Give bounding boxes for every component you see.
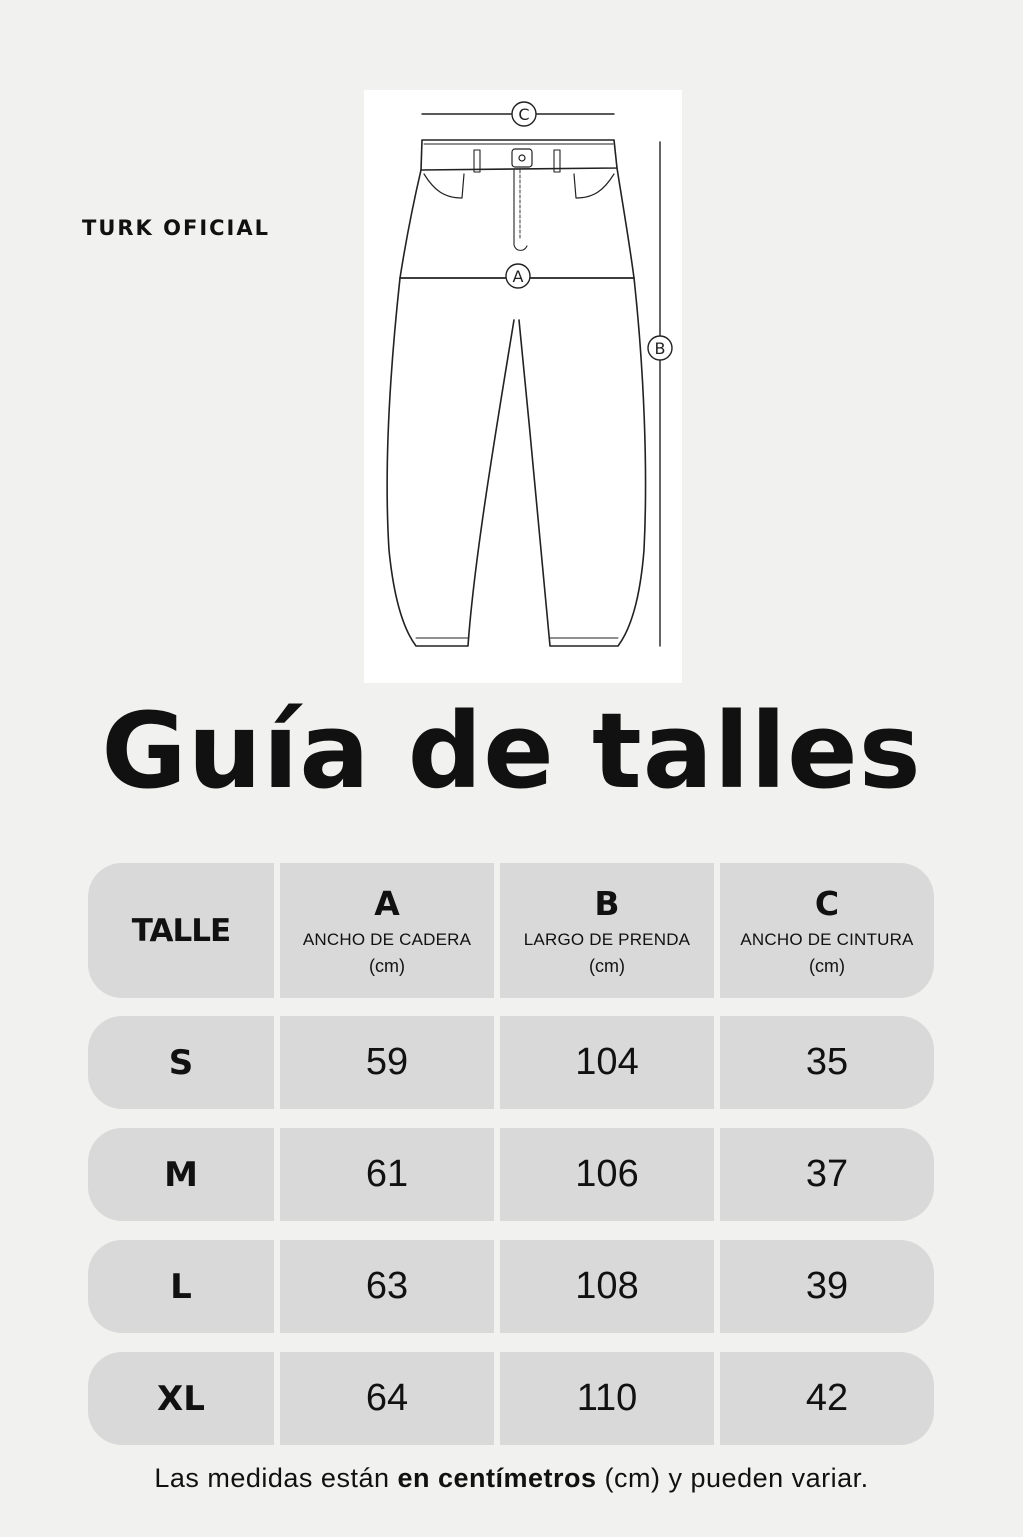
header-col-c xyxy=(720,863,934,998)
value-c: 35 xyxy=(805,1041,849,1083)
size-label: XL xyxy=(157,1378,205,1419)
label-b: B xyxy=(654,339,666,358)
value-c: 37 xyxy=(805,1153,849,1195)
table-row xyxy=(88,1240,936,1333)
value-c: 39 xyxy=(805,1265,849,1307)
label-c: C xyxy=(518,105,530,124)
header-letter: C xyxy=(814,884,840,923)
header-letter: A xyxy=(374,884,400,923)
size-cell xyxy=(88,1240,274,1333)
pants-diagram xyxy=(364,90,682,683)
size-cell xyxy=(88,1128,274,1221)
value-a: 61 xyxy=(365,1153,409,1195)
value-cell xyxy=(500,1016,714,1109)
brand-name: TURK OFICIAL xyxy=(82,216,271,240)
table-row xyxy=(88,1128,936,1221)
table-header-row xyxy=(88,863,936,998)
size-cell xyxy=(88,1352,274,1445)
value-cell xyxy=(720,1128,934,1221)
value-cell xyxy=(720,1352,934,1445)
value-cell xyxy=(500,1352,714,1445)
header-unit: (cm) xyxy=(589,956,625,976)
header-size-cell xyxy=(88,863,274,998)
value-c: 42 xyxy=(805,1377,849,1419)
table-row xyxy=(88,1016,936,1109)
footer-text-bold: en centímetros xyxy=(397,1463,597,1493)
value-a: 64 xyxy=(365,1377,409,1419)
footer-text-post: (cm) y pueden variar. xyxy=(596,1463,869,1493)
table-row xyxy=(88,1352,936,1445)
size-cell xyxy=(88,1016,274,1109)
value-cell xyxy=(280,1240,494,1333)
footer-text-pre: Las medidas están xyxy=(154,1463,398,1493)
header-letter: B xyxy=(594,884,620,923)
value-b: 110 xyxy=(576,1377,638,1419)
value-cell xyxy=(720,1240,934,1333)
value-a: 59 xyxy=(365,1041,409,1083)
header-unit: (cm) xyxy=(369,956,405,976)
value-b: 106 xyxy=(575,1153,639,1195)
label-a: A xyxy=(512,267,524,286)
header-desc: ANCHO DE CADERA xyxy=(302,930,472,949)
header-desc: ANCHO DE CINTURA xyxy=(740,930,914,949)
value-b: 104 xyxy=(575,1041,639,1083)
value-b: 108 xyxy=(575,1265,639,1307)
value-cell xyxy=(280,1128,494,1221)
value-a: 63 xyxy=(365,1265,409,1307)
header-col-a xyxy=(280,863,494,998)
value-cell xyxy=(500,1240,714,1333)
value-cell xyxy=(280,1352,494,1445)
header-size-label: TALLE xyxy=(131,912,231,949)
footer-note xyxy=(0,1463,1023,1494)
page-title: Guía de talles xyxy=(101,690,922,812)
header-unit: (cm) xyxy=(809,956,845,976)
value-cell xyxy=(280,1016,494,1109)
header-col-b xyxy=(500,863,714,998)
value-cell xyxy=(500,1128,714,1221)
size-label: L xyxy=(170,1266,192,1307)
size-label: M xyxy=(164,1154,198,1195)
header-desc: LARGO DE PRENDA xyxy=(523,930,691,949)
value-cell xyxy=(720,1016,934,1109)
size-table xyxy=(88,863,936,1464)
size-label: S xyxy=(168,1042,194,1083)
